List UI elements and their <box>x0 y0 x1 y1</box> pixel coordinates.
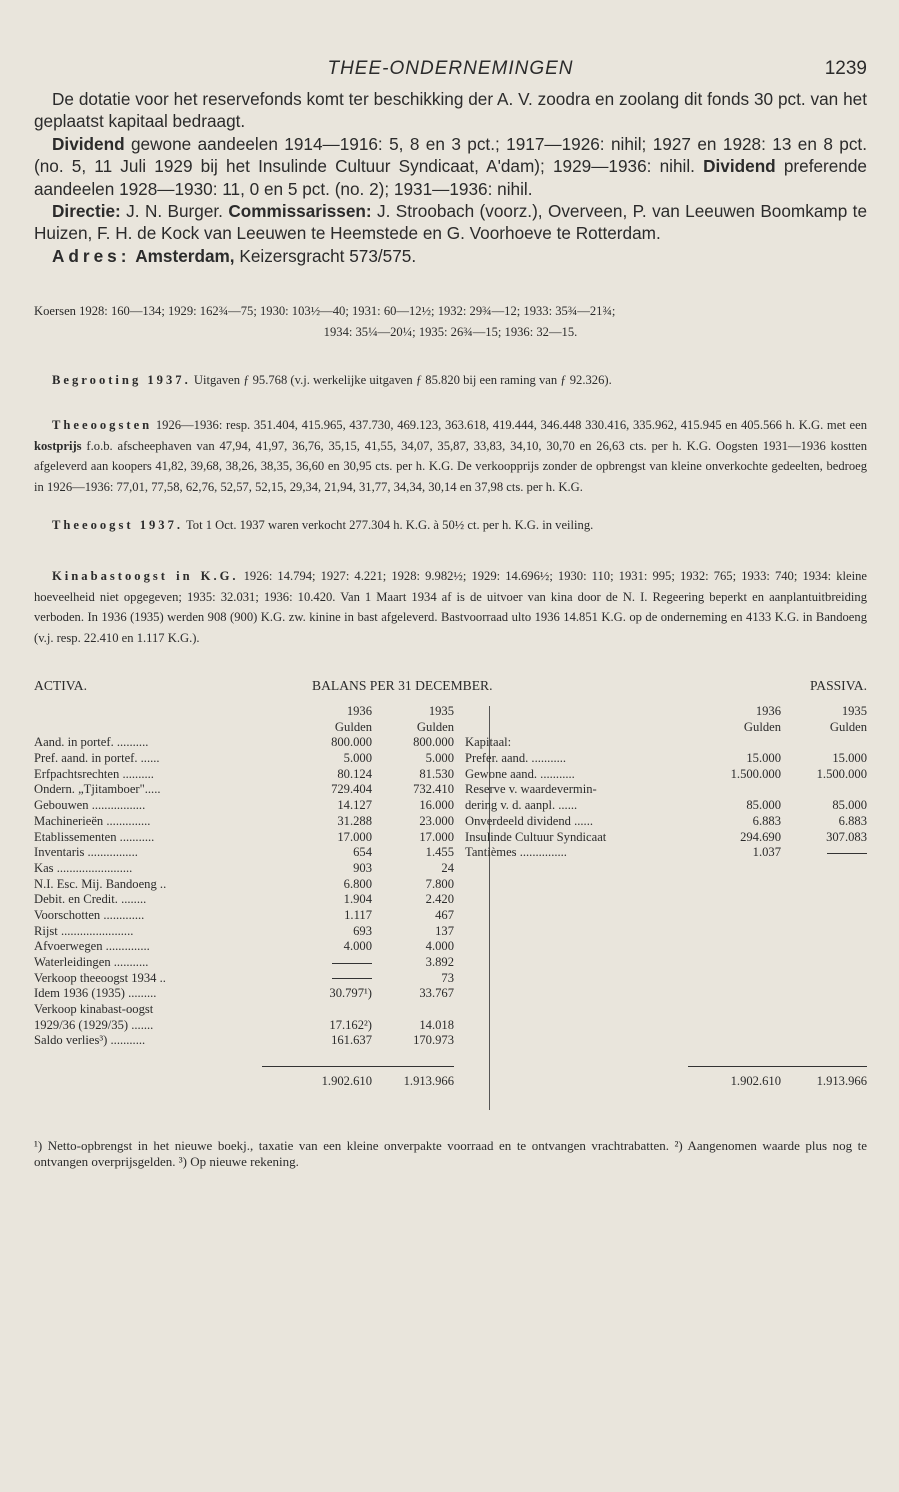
value-1936: 30.797¹) <box>329 986 372 1001</box>
value-1935: 5.000 <box>425 751 454 766</box>
value-1936: 1.500.000 <box>730 766 781 781</box>
value-1936 <box>332 955 372 971</box>
table-row <box>34 814 454 830</box>
value-1935: 24 <box>441 860 454 875</box>
value-1936: 5.000 <box>343 751 372 766</box>
row-label: 1929/36 (1929/35) ....... <box>34 1017 154 1032</box>
value-1935: 16.000 <box>419 798 454 813</box>
value-1935 <box>827 845 867 861</box>
row-label: Erfpachtsrechten .......... <box>34 766 154 781</box>
row-label: Gebouwen ................. <box>34 798 146 813</box>
cinchona-section: Kinabastoogst in K.G. 1926: 14.794; 1927: 4.221; 1928: 9.982½; 1929: 14.696½; 1930: 110; 1931: 995; 1932: 765; 1933: 740; 1934: kleine hoeveelheid niet opgegeven; 1935: 32.031; 1936: 10.420. Van 1 Maart 1934 af is de uitvoer van kina door de N. I. Regeering beperkt en aanplantuitbreiding verboden. In 1936 (1935) werden 908 (900) K.G. zw. kinine in bast afgeleverd. Bastvoorraad ulto 1936 14.851 K.G. op de onderneming en 4133 K.G. in Bandoeng (v.j. resp. 22.410 en 1.117 K.G.). <box>34 569 867 645</box>
value-1936: 85.000 <box>746 798 781 813</box>
company-details <box>34 88 867 267</box>
table-row <box>34 986 454 1002</box>
row-label: Debit. en Credit. ........ <box>34 892 147 907</box>
value-1936: 31.288 <box>337 813 372 828</box>
activa-column-headers: 1936 1935 Gulden Gulden <box>334 704 454 735</box>
page-number: 1239 <box>824 58 867 79</box>
row-label: Reserve v. waardevermin- <box>465 782 597 797</box>
activa-totals: 1.902.610 1.913.966 <box>321 1074 454 1089</box>
row-label: Idem 1936 (1935) ......... <box>34 986 157 1001</box>
value-1936: 729.404 <box>331 782 372 797</box>
table-row <box>34 735 454 751</box>
harvests-section: Theeoogsten 1926—1936: resp. 351.404, 415.965, 437.730, 469.123, 363.618, 419.444, 346.448 330.416, 335.962, 415.945 en 405.566 h. K.G. met een kostprijs f.o.b. afscheephaven van 47,94, 41,97, 36,76, 35,15, 41,55, 34,07, 35,87, 33,83, 34,10, 30,70 en 26,63 cts. per h. K.G. Oogsten 1931—1936 kostten afgeleverd aan koopers 41,82, 39,68, 38,26, 38,35, 36,60 en 30,95 cts. per h. K.G. De verkoopprijs zonder de opbrengst van kleine onverkochte gedeelten, bedroeg in 1926—1936: 77,01, 77,58, 62,76, 52,57, 52,15, 29,34, 21,94, 31,77, 34,34, 30,14 en 37,98 cts. per h. K.G. <box>34 418 867 494</box>
quotes-line-2: 1934: 35¼—20¼; 1935: 26¾—15; 1936: 32—15. <box>323 324 578 339</box>
value-1935: 14.018 <box>419 1017 454 1032</box>
value-1936: 693 <box>353 923 372 938</box>
row-label: Prefer. aand. ........... <box>465 751 567 766</box>
table-row <box>34 971 454 987</box>
value-1935: 137 <box>435 923 454 938</box>
row-label: Inventaris ................ <box>34 845 138 860</box>
row-label: Tantièmes ............... <box>465 845 567 860</box>
row-label: Machinerieën .............. <box>34 813 151 828</box>
table-row <box>34 751 454 767</box>
row-label: Kas ........................ <box>34 860 133 875</box>
value-1936: 1.904 <box>343 892 372 907</box>
balance-sheet <box>34 678 867 1138</box>
value-1935: 800.000 <box>413 735 454 750</box>
budget-section: Begrooting 1937. Uitgaven ƒ 95.768 (v.j. werkelijke uitgaven ƒ 85.820 bij een raming van ƒ 92.326). <box>52 373 612 388</box>
value-1935: 7.800 <box>425 876 454 891</box>
table-row <box>34 782 454 798</box>
reserve-paragraph: De dotatie voor het reservefonds komt ter beschikking der A. V. zoodra en zoolang dit fonds 30 pct. van het geplaatst kapitaal bedraagt. <box>34 89 867 132</box>
table-row <box>34 830 454 846</box>
dividend-paragraph: Dividend gewone aandeelen 1914—1916: 5, 8 en 3 pct.; 1917—1926: nihil; 1927 en 1928: 13 en 8 pct. (no. 5, 11 Juli 1929 bij het Insulinde Cultuur Syndicaat, A'dam); 1929—1936: nihil. Dividend preferende aandeelen 1928—1930: 11, 0 en 5 pct. (no. 2); 1931—1936: nihil. <box>34 133 867 199</box>
row-label: Ondern. „Tjitamboer"..... <box>34 782 161 797</box>
value-1936: 15.000 <box>746 751 781 766</box>
table-row <box>465 845 867 861</box>
value-1936: 14.127 <box>337 798 372 813</box>
table-row <box>34 1002 454 1018</box>
value-1935: 15.000 <box>832 751 867 766</box>
value-1936: 4.000 <box>343 939 372 954</box>
value-1935: 2.420 <box>425 892 454 907</box>
quotes-section <box>34 301 867 342</box>
table-row <box>465 814 867 830</box>
value-1935: 732.410 <box>413 782 454 797</box>
table-row <box>34 798 454 814</box>
value-1936: 17.162²) <box>329 1017 372 1032</box>
value-1936: 161.637 <box>331 1033 372 1048</box>
value-1936 <box>332 971 372 987</box>
balance-title: BALANS PER 31 DECEMBER. <box>312 678 493 694</box>
value-1935: 85.000 <box>832 798 867 813</box>
value-1936: 654 <box>353 845 372 860</box>
table-row <box>34 908 454 924</box>
running-title: THEE-ONDERNEMINGEN <box>327 58 574 79</box>
value-1935: 33.767 <box>419 986 454 1001</box>
table-row <box>465 735 867 751</box>
passiva-column-headers: 1936 1935 Gulden Gulden <box>743 704 867 735</box>
table-row <box>34 924 454 940</box>
table-row <box>34 877 454 893</box>
row-label: Saldo verlies³) ........... <box>34 1033 146 1048</box>
table-row <box>34 845 454 861</box>
table-row <box>465 767 867 783</box>
row-label: Afvoerwegen .............. <box>34 939 150 954</box>
value-1935: 4.000 <box>425 939 454 954</box>
table-row <box>465 798 867 814</box>
page <box>34 58 867 1170</box>
value-1936: 6.800 <box>343 876 372 891</box>
value-1935: 170.973 <box>413 1033 454 1048</box>
row-label: Insulinde Cultuur Syndicaat <box>465 829 607 844</box>
passiva-list <box>465 735 867 861</box>
table-row <box>34 1033 454 1049</box>
activa-heading: ACTIVA. <box>34 678 87 694</box>
value-1935: 23.000 <box>419 813 454 828</box>
value-1936: 17.000 <box>337 829 372 844</box>
value-1936: 1.037 <box>752 845 781 860</box>
footnotes: ¹) Netto-opbrengst in het nieuwe boekj., taxatie van een kleine onverpakte voorraad en te ontvangen vrachtrabatten. ²) Aangenomen waarde plus nog te ontvangen overprijsgelden. ³) Op nieuwe rekening. <box>34 1138 867 1170</box>
harvest-1937-section: Theeoogst 1937. Tot 1 Oct. 1937 waren verkocht 277.304 h. K.G. à 50½ ct. per h. K.G. in veiling. <box>52 518 594 533</box>
table-row <box>34 1018 454 1034</box>
value-1935: 1.500.000 <box>816 766 867 781</box>
passiva-heading: PASSIVA. <box>809 678 867 694</box>
page-header <box>34 58 867 88</box>
value-1935: 6.883 <box>838 813 867 828</box>
row-label: Voorschotten ............. <box>34 907 145 922</box>
table-row <box>34 767 454 783</box>
table-row <box>34 861 454 877</box>
row-label: N.I. Esc. Mij. Bandoeng .. <box>34 876 167 891</box>
value-1935: 17.000 <box>419 829 454 844</box>
value-1936: 80.124 <box>337 766 372 781</box>
table-row <box>34 955 454 971</box>
row-label: Gewone aand. ........... <box>465 766 575 781</box>
row-label: Rijst ....................... <box>34 923 134 938</box>
row-label: Verkoop theeoogst 1934 .. <box>34 970 166 985</box>
value-1935: 1.455 <box>425 845 454 860</box>
table-row <box>465 751 867 767</box>
value-1936: 6.883 <box>752 813 781 828</box>
row-label: Aand. in portef. .......... <box>34 735 149 750</box>
row-label: dering v. d. aanpl. ...... <box>465 798 578 813</box>
value-1936: 294.690 <box>740 829 781 844</box>
row-label: Waterleidingen ........... <box>34 955 149 969</box>
value-1935: 3.892 <box>425 955 454 969</box>
row-label: Verkoop kinabast-oogst <box>34 1002 154 1017</box>
value-1936: 1.117 <box>344 907 372 922</box>
activa-list <box>34 735 454 1049</box>
address-paragraph: Adres: Amsterdam, Keizersgracht 573/575. <box>52 245 417 266</box>
passiva-totals: 1.902.610 1.913.966 <box>730 1074 867 1089</box>
value-1936: 903 <box>353 860 372 875</box>
quotes-line-1: Koersen 1928: 160—134; 1929: 162¾—75; 1930: 103½—40; 1931: 60—12½; 1932: 29¾—12; 1933: 35¾—21¾; <box>34 304 616 319</box>
row-label: Onverdeeld dividend ...... <box>465 813 594 828</box>
table-row <box>465 782 867 798</box>
value-1935: 73 <box>441 970 454 985</box>
value-1936: 800.000 <box>331 735 372 750</box>
table-row <box>34 892 454 908</box>
value-1935: 467 <box>435 907 454 922</box>
table-row <box>34 939 454 955</box>
directors-paragraph: Directie: J. N. Burger. Commissarissen: J. Stroobach (voorz.), Overveen, P. van Leeuwen Boomkamp te Huizen, F. H. de Kock van Leeuwen te Heemstede en G. Voorhoeve te Rotterdam. <box>34 201 867 244</box>
table-row <box>465 830 867 846</box>
row-label: Etablissementen ........... <box>34 829 155 844</box>
value-1935: 307.083 <box>826 829 867 844</box>
row-label: Pref. aand. in portef. ...... <box>34 751 160 766</box>
row-label: Kapitaal: <box>465 735 512 750</box>
value-1935: 81.530 <box>419 766 454 781</box>
